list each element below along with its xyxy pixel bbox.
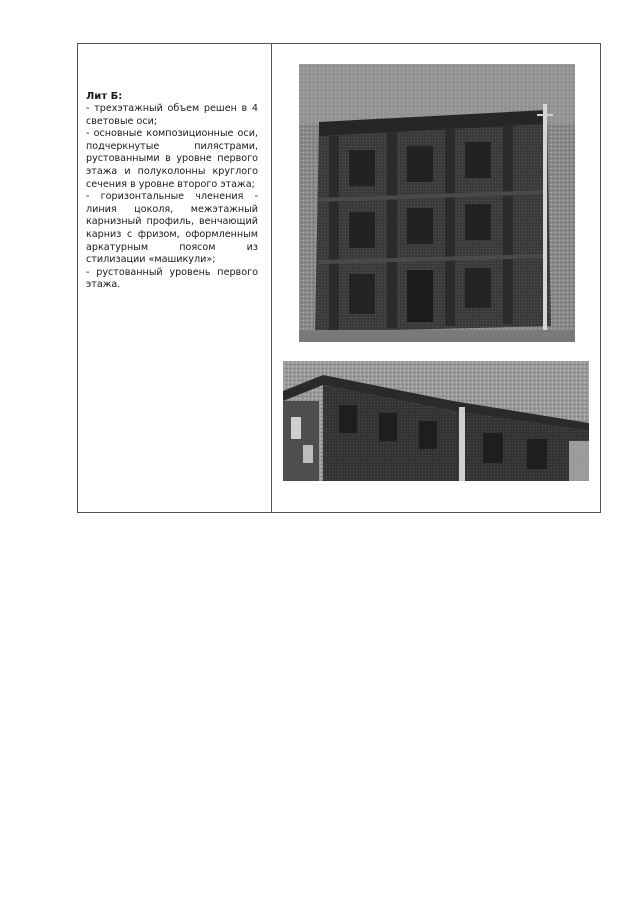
building-facade-angle-photo [283,361,589,481]
description-item-1: - трехэтажный объем решен в 4 световые оси; [86,103,258,127]
description-item-4: - рустованный уровень первого этажа. [86,266,258,291]
facade-angle-image [283,361,589,481]
building-facade-front-photo [299,64,575,342]
description-item-3: - горизонтальные членения - линия цоколя, межэтажный карнизный профиль, венчающий карниз с фризом, оформленным аркатурным поясом из стилизации «машикули»; [86,191,258,266]
description-item-2: - основные композиционные оси, подчеркнутые пилястрами, рустованными в уровне первого этажа и полуколонны круглого сечения в уровне второго этажа; [86,128,258,190]
description-cell [78,44,272,512]
photos-cell [272,44,600,512]
description-title: Лит Б: [86,91,123,102]
facade-front-image [299,64,575,342]
description-table [77,43,601,513]
